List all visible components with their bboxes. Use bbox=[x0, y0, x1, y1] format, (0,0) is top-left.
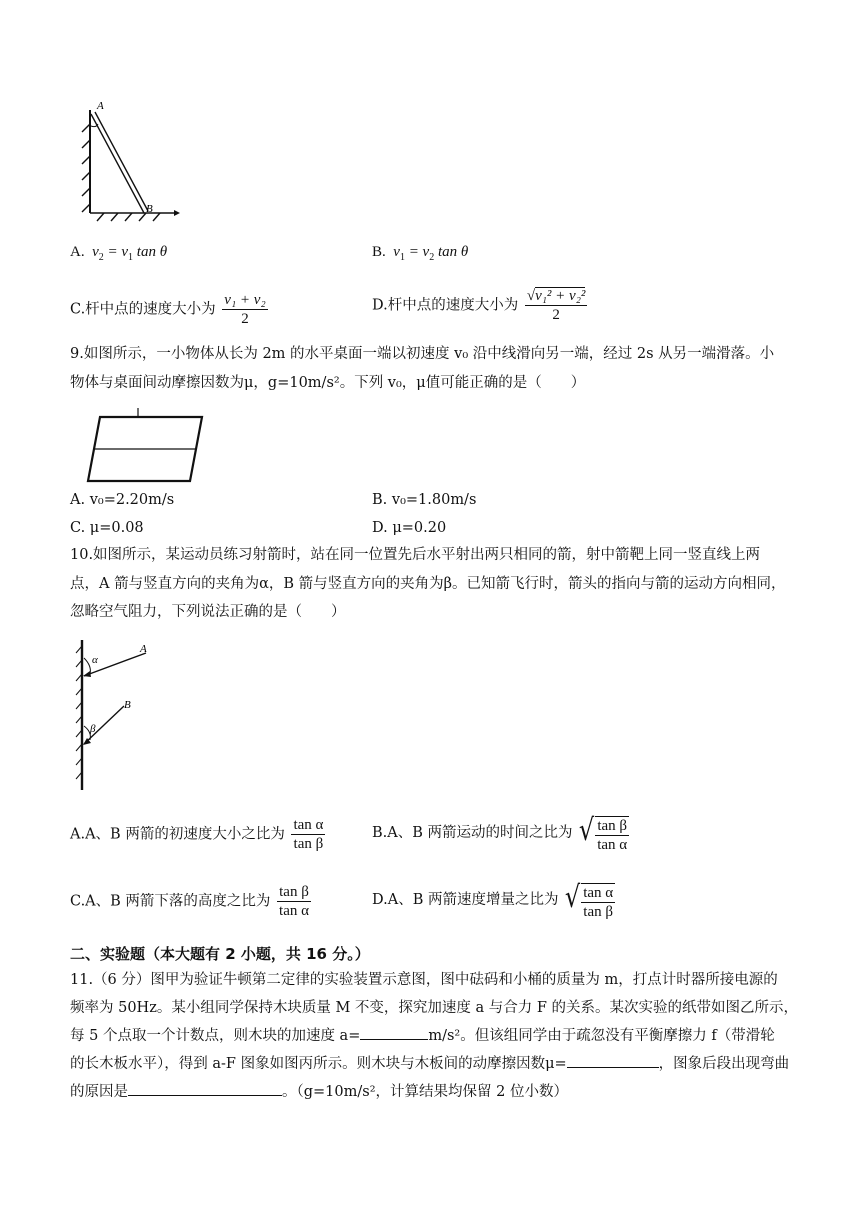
q11-line1: 11.（6 分）图甲为验证牛顿第二定律的实验装置示意图，图中砝码和小桶的质量为 m，打点计时器所接电源的 bbox=[70, 972, 778, 988]
q10-option-b-text: B.A、B 两箭运动的时间之比为 bbox=[372, 825, 573, 841]
arrow-target-diagram bbox=[70, 636, 160, 794]
q11-line4 bbox=[70, 1050, 795, 1078]
q8-option-a-lhs: v bbox=[92, 244, 99, 260]
q9-option-a[interactable]: A. v₀=2.20m/s bbox=[70, 492, 175, 508]
q11-line3-post: m/s²。但该组同学由于疏忽没有平衡摩擦力 f（带滑轮 bbox=[428, 1028, 775, 1044]
label-beta: β bbox=[90, 723, 96, 735]
friction-coefficient-answer-blank[interactable] bbox=[567, 1051, 659, 1068]
q11-line3-pre: 每 5 个点取一个计数点，则木块的加速度 a= bbox=[70, 1028, 361, 1044]
q8-option-c-den: 2 bbox=[241, 311, 249, 327]
q8-option-d-text: D.杆中点的速度大小为 bbox=[372, 297, 519, 314]
q10-option-d-num: tan α bbox=[583, 885, 614, 901]
arrow-target-figure bbox=[70, 636, 160, 794]
q11-line4-pre: 的长木板水平），得到 a-F 图象如图丙所示。则木块与木板间的动摩擦因数μ= bbox=[70, 1056, 567, 1072]
q10-option-a-num: tan α bbox=[293, 817, 324, 833]
q8-option-b-tail: tan θ bbox=[434, 244, 469, 260]
q9-option-d[interactable]: D. μ=0.20 bbox=[372, 520, 447, 536]
q10-option-d-den: tan β bbox=[583, 904, 614, 920]
q8-option-d[interactable] bbox=[372, 287, 587, 324]
q8-option-a-prefix: A. bbox=[70, 244, 85, 260]
q8-option-d-num: v₁² + v₂² bbox=[535, 288, 586, 304]
q10-option-b-den: tan α bbox=[597, 837, 628, 853]
label-alpha: α bbox=[92, 654, 98, 666]
q10-option-a-text: A.A、B 两箭的初速度大小之比为 bbox=[70, 826, 285, 843]
q11-line4-post: ，图象后段出现弯曲 bbox=[658, 1056, 790, 1072]
q8-option-d-num-wrap: √v₁² + v₂² bbox=[526, 288, 586, 304]
q10-stem-line1: 10.如图所示，某运动员练习射箭时，站在同一位置先后水平射出两只相同的箭，射中箭靶上同一竖直线上两 bbox=[70, 547, 761, 563]
q10-option-c-text: C.A、B 两箭下落的高度之比为 bbox=[70, 893, 271, 910]
q8-option-b-lhs-sub: 1 bbox=[399, 252, 405, 263]
q9-stem-line2: 物体与桌面间动摩擦因数为μ，g=10m/s²。下列 v₀，μ值可能正确的是（ ） bbox=[70, 375, 586, 391]
q11-line5-pre: 的原因是 bbox=[70, 1084, 128, 1100]
q9-stem-line1: 9.如图所示，一小物体从长为 2m 的水平桌面一端以初速度 v₀ 沿中线滑向另一端，经过 2s 从另一端滑落。小 bbox=[70, 346, 775, 362]
q8-option-d-den: 2 bbox=[552, 307, 560, 323]
q8-option-a[interactable] bbox=[70, 241, 167, 269]
q10-option-b-fraction bbox=[595, 816, 629, 854]
rod-wall-diagram bbox=[70, 96, 190, 226]
q8-option-a-lhs-sub: 2 bbox=[98, 252, 104, 263]
q10-option-c-den: tan α bbox=[279, 903, 309, 919]
q8-option-b-eq: = v bbox=[404, 244, 430, 260]
q8-option-d-fraction bbox=[525, 287, 588, 324]
q10-option-b-num: tan β bbox=[597, 818, 628, 834]
q8-option-c[interactable] bbox=[70, 291, 268, 328]
q10-stem-line3: 忽略空气阻力，下列说法正确的是（ ） bbox=[70, 604, 346, 620]
acceleration-answer-blank[interactable] bbox=[360, 1023, 428, 1040]
q9-option-c[interactable]: C. μ=0.08 bbox=[70, 520, 144, 536]
reason-answer-blank[interactable] bbox=[128, 1079, 282, 1096]
q10-option-d-fraction bbox=[581, 883, 615, 921]
q8-option-b-prefix: B. bbox=[372, 244, 386, 260]
section-2-heading: 二、实验题（本大题有 2 小题，共 16 分。） bbox=[70, 945, 370, 963]
label-arrow-a: A bbox=[140, 643, 147, 655]
q8-option-a-rhs-sub: 1 bbox=[128, 252, 134, 263]
q10-option-d[interactable] bbox=[372, 879, 615, 921]
q10-option-a-den: tan β bbox=[293, 836, 324, 852]
rod-wall-figure bbox=[70, 96, 190, 226]
q8-option-b-lhs: v bbox=[393, 244, 400, 260]
q8-option-a-eq: = v bbox=[103, 244, 129, 260]
q11-line2: 频率为 50Hz。某小组同学保持木块质量 M 不变，探究加速度 a 与合力 F 的关系。某次实验的纸带如图乙所示， bbox=[70, 1000, 799, 1016]
q9-option-b[interactable]: B. v₀=1.80m/s bbox=[372, 492, 477, 508]
q10-option-c-num: tan β bbox=[279, 884, 309, 900]
label-b: B bbox=[146, 203, 153, 215]
q10-option-b[interactable] bbox=[372, 812, 629, 854]
q10-option-b-sqrt bbox=[577, 812, 629, 854]
q8-option-c-fraction bbox=[222, 291, 267, 328]
table-diagram bbox=[70, 405, 210, 487]
q11-line5-post: 。（g=10m/s²，计算结果均保留 2 位小数） bbox=[282, 1084, 568, 1100]
q10-option-a-fraction bbox=[291, 816, 325, 853]
label-arrow-b: B bbox=[124, 699, 131, 711]
label-a: A bbox=[97, 100, 104, 112]
q10-option-a[interactable] bbox=[70, 816, 325, 853]
q8-option-a-tail: tan θ bbox=[133, 244, 168, 260]
q10-option-c[interactable] bbox=[70, 883, 311, 920]
table-figure bbox=[70, 405, 210, 487]
sqrt-sign: √ bbox=[579, 813, 595, 848]
q8-option-c-num: v₁ + v₂ bbox=[224, 292, 266, 308]
q8-option-b[interactable] bbox=[372, 241, 468, 269]
q10-option-c-fraction bbox=[277, 883, 311, 920]
q10-option-d-text: D.A、B 两箭速度增量之比为 bbox=[372, 892, 559, 908]
q10-option-d-sqrt bbox=[563, 879, 615, 921]
q10-stem-line2: 点，A 箭与竖直方向的夹角为α，B 箭与竖直方向的夹角为β。已知箭飞行时，箭头的指向与箭的运动方向相同， bbox=[70, 576, 786, 592]
q11-line5 bbox=[70, 1078, 795, 1106]
q8-option-b-rhs-sub: 2 bbox=[429, 252, 435, 263]
sqrt-sign: √ bbox=[564, 880, 581, 915]
q8-option-c-text: C.杆中点的速度大小为 bbox=[70, 301, 216, 318]
q11-line3 bbox=[70, 1022, 795, 1050]
